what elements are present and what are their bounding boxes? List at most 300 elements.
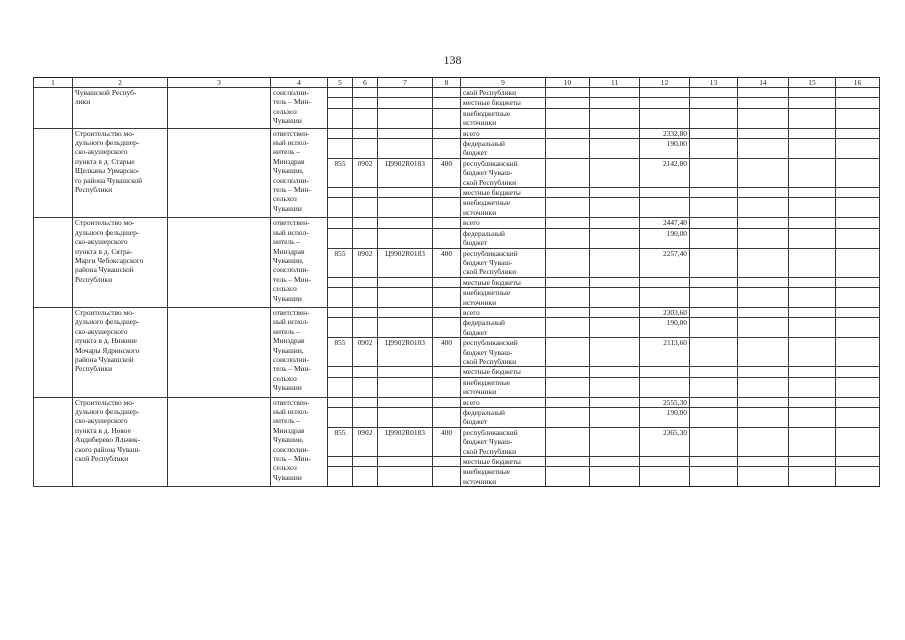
code-cell: [378, 467, 433, 487]
code-type-cell: 400: [433, 338, 461, 367]
amount-cell: [546, 318, 590, 338]
code-cell: [353, 457, 378, 467]
funding-source-cell: внебюджетные источники: [461, 108, 546, 128]
amount-cell: [590, 307, 640, 317]
amount-cell: [789, 377, 836, 397]
amount-cell: 190,00: [640, 318, 690, 338]
funding-source-cell: республиканский бюджет Чуваш- ской Республики: [461, 248, 546, 277]
amount-cell: [546, 277, 590, 287]
amount-cell: [836, 98, 880, 108]
amount-cell: [738, 338, 789, 367]
amount-cell: [690, 228, 738, 248]
code-cell: [378, 277, 433, 287]
amount-cell: 2365,30: [640, 427, 690, 456]
code-cell: [328, 198, 353, 218]
code-cell: [378, 218, 433, 228]
amount-cell: [590, 288, 640, 308]
code-cell: [328, 408, 353, 428]
amount-cell: [590, 277, 640, 287]
code-cell: [328, 128, 353, 138]
amount-cell: [690, 98, 738, 108]
page-number: 138: [443, 53, 462, 67]
amount-cell: [590, 158, 640, 187]
column-header: 15: [789, 78, 836, 88]
code-cell: [378, 377, 433, 397]
amount-cell: [789, 128, 836, 138]
amount-cell: 2142,80: [640, 158, 690, 187]
amount-cell: [690, 188, 738, 198]
amount-cell: [590, 318, 640, 338]
funding-source-cell: республиканский бюджет Чуваш- ской Республики: [461, 427, 546, 456]
column-header: 7: [378, 78, 433, 88]
amount-cell: [789, 338, 836, 367]
responsible-cell: ответствен- ный испол- нитель – Минздрав Чувашии, соисполни- тель – Мин- сельхоз Чувашии: [271, 218, 328, 308]
amount-cell: [789, 188, 836, 198]
amount-cell: [738, 408, 789, 428]
amount-cell: [789, 427, 836, 456]
funding-source-cell: федеральный бюджет: [461, 228, 546, 248]
amount-cell: [738, 288, 789, 308]
amount-cell: [836, 457, 880, 467]
amount-cell: [590, 139, 640, 159]
amount-cell: [690, 457, 738, 467]
funding-source-cell: внебюджетные источники: [461, 467, 546, 487]
table-row: [34, 128, 880, 138]
column-header: 6: [353, 78, 378, 88]
code-cell: [433, 188, 461, 198]
code-cell: [433, 367, 461, 377]
amount-cell: [546, 98, 590, 108]
amount-cell: [738, 198, 789, 218]
code-cell: [433, 198, 461, 218]
column-header: 1: [34, 78, 73, 88]
amount-cell: [836, 467, 880, 487]
amount-cell: [836, 158, 880, 187]
amount-cell: [836, 277, 880, 287]
amount-cell: [789, 228, 836, 248]
code-cell: [353, 377, 378, 397]
code-cell: [378, 128, 433, 138]
amount-cell: [590, 338, 640, 367]
code-cell: [328, 228, 353, 248]
funding-source-cell: внебюджетные источники: [461, 377, 546, 397]
responsible-cell: ответствен- ный испол- нитель – Минздрав Чувашии, соисполни- тель – Мин- сельхоз Чувашии: [271, 128, 328, 218]
funding-source-cell: всего: [461, 128, 546, 138]
amount-cell: [690, 108, 738, 128]
funding-source-cell: местные бюджеты: [461, 367, 546, 377]
amount-cell: [836, 338, 880, 367]
responsible-cell: ответствен- ный испол- нитель – Минздрав Чувашии, соисполни- тель – Мин- сельхоз Чувашии: [271, 397, 328, 487]
code-cell: [328, 139, 353, 159]
amount-cell: [836, 88, 880, 98]
amount-cell: [590, 377, 640, 397]
amount-cell: [836, 188, 880, 198]
code-cell: [328, 307, 353, 317]
code-cell: [328, 188, 353, 198]
amount-cell: 2113,60: [640, 338, 690, 367]
code-cell: [433, 377, 461, 397]
amount-cell: [738, 307, 789, 317]
amount-cell: [546, 408, 590, 428]
code-cell: [433, 408, 461, 428]
amount-cell: [738, 397, 789, 407]
amount-cell: [640, 108, 690, 128]
code-target-cell: Ц9902R0183: [378, 427, 433, 456]
code-cell: [378, 288, 433, 308]
amount-cell: [640, 98, 690, 108]
amount-cell: [789, 467, 836, 487]
object-name-cell: Чувашской Респуб- лики: [73, 88, 168, 129]
code-grbs-cell: 855: [328, 158, 353, 187]
row-number-cell: [34, 397, 73, 487]
amount-cell: [690, 198, 738, 218]
amount-cell: [590, 467, 640, 487]
amount-cell: [690, 307, 738, 317]
amount-cell: [738, 88, 789, 98]
amount-cell: [546, 307, 590, 317]
amount-cell: [546, 248, 590, 277]
row-number-cell: [34, 307, 73, 397]
code-cell: [328, 88, 353, 98]
code-type-cell: 400: [433, 158, 461, 187]
amount-cell: [789, 318, 836, 338]
code-grbs-cell: 855: [328, 427, 353, 456]
code-cell: [433, 467, 461, 487]
amount-cell: [590, 228, 640, 248]
amount-cell: [789, 408, 836, 428]
code-cell: [328, 467, 353, 487]
code-cell: [378, 108, 433, 128]
code-cell: [433, 277, 461, 287]
amount-cell: [738, 98, 789, 108]
amount-cell: [546, 288, 590, 308]
amount-cell: [640, 277, 690, 287]
funding-source-cell: республиканский бюджет Чуваш- ской Республики: [461, 338, 546, 367]
amount-cell: [590, 98, 640, 108]
table-row: [34, 397, 880, 407]
amount-cell: [836, 427, 880, 456]
amount-cell: 2332,80: [640, 128, 690, 138]
code-cell: [353, 367, 378, 377]
amount-cell: [789, 277, 836, 287]
column-header: 3: [168, 78, 271, 88]
amount-cell: [546, 128, 590, 138]
code-section-cell: 0902: [353, 248, 378, 277]
row-number-cell: [34, 218, 73, 308]
code-cell: [328, 318, 353, 338]
code-cell: [353, 128, 378, 138]
amount-cell: [738, 318, 789, 338]
amount-cell: [590, 457, 640, 467]
amount-cell: [690, 367, 738, 377]
amount-cell: [789, 218, 836, 228]
amount-cell: [690, 318, 738, 338]
table-row: [34, 88, 880, 98]
amount-cell: [836, 218, 880, 228]
amount-cell: [640, 188, 690, 198]
funding-source-cell: федеральный бюджет: [461, 318, 546, 338]
code-cell: [353, 397, 378, 407]
column-header: 14: [738, 78, 789, 88]
funding-source-cell: местные бюджеты: [461, 98, 546, 108]
amount-cell: [738, 367, 789, 377]
funding-source-cell: республиканский бюджет Чуваш- ской Республики: [461, 158, 546, 187]
funding-source-cell: всего: [461, 218, 546, 228]
amount-cell: [738, 218, 789, 228]
amount-cell: [836, 288, 880, 308]
amount-cell: [836, 377, 880, 397]
code-cell: [353, 198, 378, 218]
amount-cell: [690, 218, 738, 228]
amount-cell: 2303,60: [640, 307, 690, 317]
code-section-cell: 0902: [353, 338, 378, 367]
empty-cell: [168, 128, 271, 218]
amount-cell: [546, 108, 590, 128]
code-cell: [433, 288, 461, 308]
amount-cell: [738, 248, 789, 277]
amount-cell: 190,00: [640, 139, 690, 159]
amount-cell: [836, 318, 880, 338]
column-header: 11: [590, 78, 640, 88]
amount-cell: [590, 198, 640, 218]
amount-cell: [590, 397, 640, 407]
amount-cell: [546, 88, 590, 98]
amount-cell: [546, 158, 590, 187]
code-cell: [378, 397, 433, 407]
column-header: 9: [461, 78, 546, 88]
amount-cell: [640, 467, 690, 487]
funding-source-cell: федеральный бюджет: [461, 408, 546, 428]
column-number-row: [34, 78, 880, 88]
code-cell: [328, 367, 353, 377]
amount-cell: [738, 139, 789, 159]
funding-source-cell: всего: [461, 397, 546, 407]
code-cell: [353, 408, 378, 428]
amount-cell: [836, 367, 880, 377]
amount-cell: [546, 198, 590, 218]
code-cell: [433, 108, 461, 128]
amount-cell: [690, 88, 738, 98]
amount-cell: [789, 98, 836, 108]
amount-cell: [546, 427, 590, 456]
code-cell: [328, 377, 353, 397]
amount-cell: [789, 288, 836, 308]
amount-cell: [640, 377, 690, 397]
amount-cell: [738, 277, 789, 287]
amount-cell: [789, 367, 836, 377]
amount-cell: [836, 139, 880, 159]
code-target-cell: Ц9902R0183: [378, 338, 433, 367]
code-cell: [433, 457, 461, 467]
amount-cell: [836, 108, 880, 128]
code-cell: [433, 139, 461, 159]
code-cell: [328, 277, 353, 287]
code-cell: [433, 318, 461, 338]
amount-cell: [789, 248, 836, 277]
code-cell: [328, 108, 353, 128]
amount-cell: [546, 338, 590, 367]
code-cell: [328, 457, 353, 467]
table-row: [34, 218, 880, 228]
budget-table: [33, 77, 880, 487]
code-cell: [433, 397, 461, 407]
amount-cell: [590, 188, 640, 198]
code-cell: [328, 98, 353, 108]
code-cell: [353, 108, 378, 128]
code-cell: [433, 218, 461, 228]
amount-cell: [590, 248, 640, 277]
amount-cell: [738, 188, 789, 198]
code-cell: [353, 318, 378, 338]
funding-source-cell: местные бюджеты: [461, 188, 546, 198]
amount-cell: [546, 367, 590, 377]
amount-cell: 190,00: [640, 228, 690, 248]
object-name-cell: Строительство мо- дульного фельдшер- ско-акушерского пункта в д. Старые Щелканы Урмарско- го района Чувашской Республики: [73, 128, 168, 218]
amount-cell: [690, 427, 738, 456]
amount-cell: [836, 128, 880, 138]
object-name-cell: Строительство мо- дульного фельдшер- ско-акушерского пункта в д. Нижние Мочары Ядринского района Чувашской Республики: [73, 307, 168, 397]
amount-cell: [590, 367, 640, 377]
amount-cell: 190,00: [640, 408, 690, 428]
amount-cell: [789, 158, 836, 187]
code-cell: [378, 98, 433, 108]
amount-cell: [738, 467, 789, 487]
column-header: 2: [73, 78, 168, 88]
code-cell: [353, 228, 378, 248]
amount-cell: [690, 377, 738, 397]
code-target-cell: Ц9902R0183: [378, 248, 433, 277]
code-cell: [433, 98, 461, 108]
amount-cell: [738, 158, 789, 187]
amount-cell: [690, 277, 738, 287]
amount-cell: [690, 408, 738, 428]
amount-cell: [738, 108, 789, 128]
empty-cell: [168, 307, 271, 397]
column-header: 10: [546, 78, 590, 88]
amount-cell: [640, 198, 690, 218]
amount-cell: [640, 288, 690, 308]
code-cell: [353, 288, 378, 308]
code-cell: [353, 467, 378, 487]
amount-cell: [590, 218, 640, 228]
code-cell: [378, 318, 433, 338]
amount-cell: [690, 288, 738, 308]
amount-cell: [546, 377, 590, 397]
amount-cell: [690, 248, 738, 277]
code-cell: [378, 228, 433, 248]
amount-cell: [738, 457, 789, 467]
code-cell: [378, 139, 433, 159]
amount-cell: [690, 158, 738, 187]
amount-cell: [836, 397, 880, 407]
code-grbs-cell: 855: [328, 338, 353, 367]
amount-cell: [836, 408, 880, 428]
code-cell: [433, 88, 461, 98]
code-cell: [433, 307, 461, 317]
amount-cell: [789, 139, 836, 159]
code-cell: [353, 307, 378, 317]
funding-source-cell: внебюджетные источники: [461, 198, 546, 218]
amount-cell: [789, 307, 836, 317]
code-cell: [353, 218, 378, 228]
funding-source-cell: федеральный бюджет: [461, 139, 546, 159]
amount-cell: [738, 427, 789, 456]
amount-cell: 2555,30: [640, 397, 690, 407]
responsible-cell: ответствен- ный испол- нитель – Минздрав Чувашии, соисполни- тель – Мин- сельхоз Чувашии: [271, 307, 328, 397]
code-cell: [353, 139, 378, 159]
amount-cell: [590, 88, 640, 98]
code-cell: [378, 188, 433, 198]
code-cell: [378, 198, 433, 218]
code-type-cell: 400: [433, 427, 461, 456]
funding-source-cell: местные бюджеты: [461, 457, 546, 467]
amount-cell: [836, 228, 880, 248]
row-number-cell: [34, 88, 73, 129]
column-header: 16: [836, 78, 880, 88]
empty-cell: [168, 397, 271, 487]
amount-cell: [690, 338, 738, 367]
code-section-cell: 0902: [353, 427, 378, 456]
amount-cell: [836, 307, 880, 317]
code-cell: [378, 367, 433, 377]
table-row: [34, 307, 880, 317]
code-cell: [378, 88, 433, 98]
amount-cell: [789, 198, 836, 218]
code-cell: [353, 188, 378, 198]
amount-cell: [789, 108, 836, 128]
code-cell: [328, 288, 353, 308]
row-number-cell: [34, 128, 73, 218]
amount-cell: [789, 457, 836, 467]
amount-cell: [546, 457, 590, 467]
amount-cell: 2257,40: [640, 248, 690, 277]
amount-cell: [690, 139, 738, 159]
amount-cell: [836, 248, 880, 277]
code-cell: [378, 307, 433, 317]
amount-cell: [640, 457, 690, 467]
amount-cell: [640, 88, 690, 98]
code-cell: [328, 218, 353, 228]
column-header: 13: [690, 78, 738, 88]
amount-cell: [738, 228, 789, 248]
column-header: 12: [640, 78, 690, 88]
amount-cell: [546, 397, 590, 407]
amount-cell: [590, 128, 640, 138]
amount-cell: [590, 108, 640, 128]
object-name-cell: Строительство мо- дульного фельдшер- ско-акушерского пункта в д. Новое Андиберево Яльчик- ского района Чуваш- ской Республики: [73, 397, 168, 487]
amount-cell: [546, 467, 590, 487]
amount-cell: [590, 408, 640, 428]
amount-cell: [738, 128, 789, 138]
amount-cell: [690, 128, 738, 138]
amount-cell: [789, 397, 836, 407]
column-header: 5: [328, 78, 353, 88]
funding-source-cell: местные бюджеты: [461, 277, 546, 287]
code-type-cell: 400: [433, 248, 461, 277]
amount-cell: [590, 427, 640, 456]
amount-cell: [690, 397, 738, 407]
code-section-cell: 0902: [353, 158, 378, 187]
amount-cell: [738, 377, 789, 397]
responsible-cell: соисполни- тель – Мин- сельхоз Чувашии: [271, 88, 328, 129]
code-target-cell: Ц9902R0183: [378, 158, 433, 187]
amount-cell: [546, 228, 590, 248]
amount-cell: [789, 88, 836, 98]
code-cell: [353, 98, 378, 108]
empty-cell: [168, 218, 271, 308]
code-cell: [378, 457, 433, 467]
code-grbs-cell: 855: [328, 248, 353, 277]
